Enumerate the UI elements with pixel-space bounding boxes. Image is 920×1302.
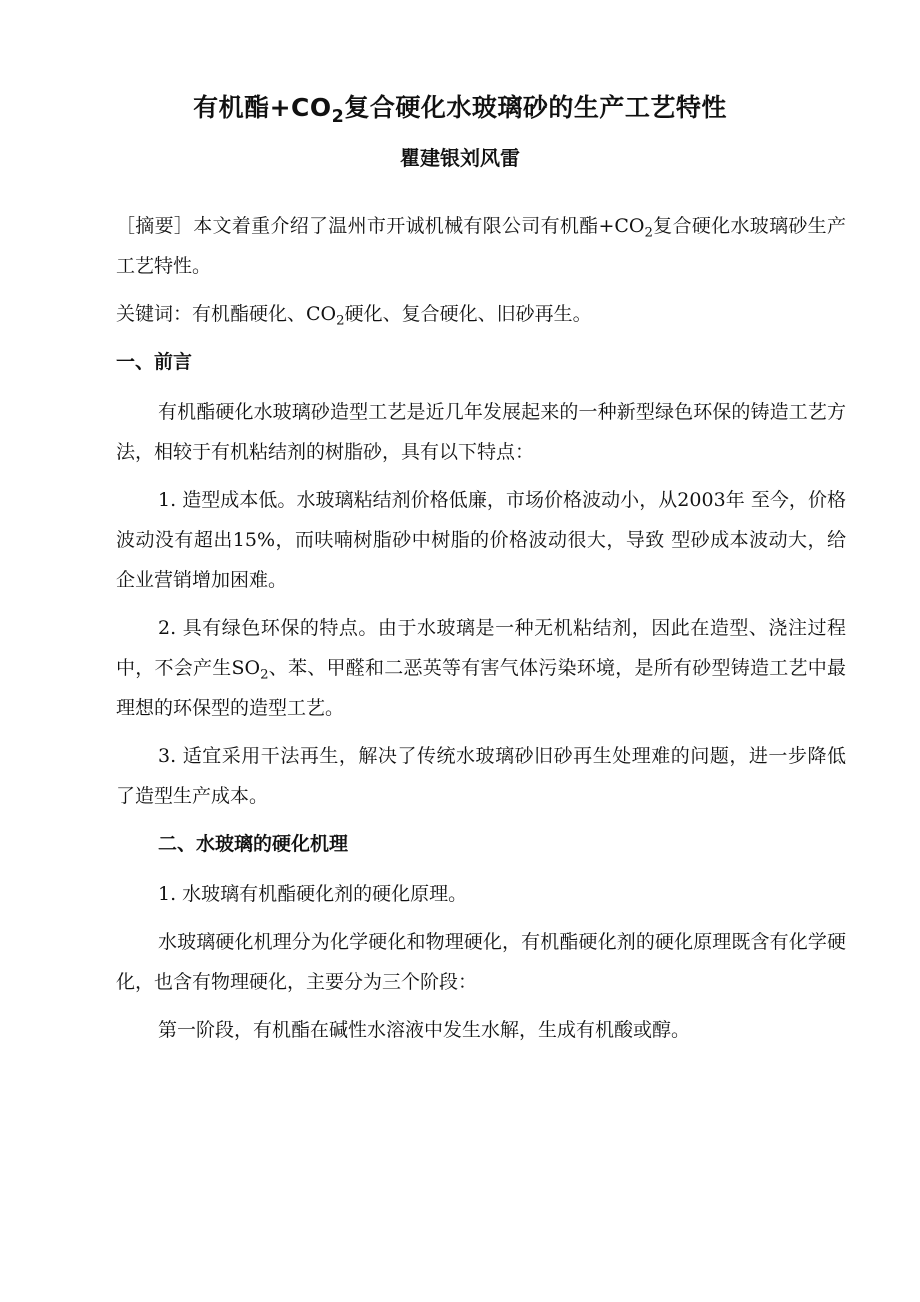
feature-point-2: 2. 具有绿色环保的特点。由于水玻璃是一种无机粘结剂，因此在造型、浇注过程中，不会产生$SO_2$、苯、甲醛和二恶英等有害气体污染环境，是所有砂型铸造工艺中最理想的环保型的造型工艺。 [116, 617, 846, 719]
subsection-heading-ester: 1. 水玻璃有机酯硬化剂的硬化原理。 [158, 883, 468, 905]
section-heading-intro: 一、前言 [116, 351, 193, 373]
section-heading-hardening: 二、水玻璃的硬化机理 [158, 833, 349, 855]
intro-paragraph: 有机酯硬化水玻璃砂造型工艺是近几年发展起来的一种新型绿色环保的铸造工艺方法，相较于有机粘结剂的树脂砂，具有以下特点： [116, 401, 846, 463]
document-body [116, 206, 846, 1058]
keywords-paragraph: 关键词：有机酯硬化、$CO_2$硬化、复合硬化、旧砂再生。 [116, 303, 592, 329]
author-line: 瞿建银刘风雷 [400, 146, 520, 170]
hardening-paragraph: 水玻璃硬化机理分为化学硬化和物理硬化，有机酯硬化剂的硬化原理既含有化学硬化，也含有物理硬化，主要分为三个阶段： [116, 931, 846, 993]
document-title: 有机酯$+CO_2$复合硬化水玻璃砂的生产工艺特性 [193, 93, 727, 128]
feature-point-3: 3. 适宜采用干法再生，解决了传统水玻璃砂旧砂再生处理难的问题，进一步降低了造型生产成本。 [116, 745, 846, 807]
feature-point-1: 1. 造型成本低。水玻璃粘结剂价格低廉，市场价格波动小，从2003年 至今，价格波动没有超出15%，而呋喃树脂砂中树脂的价格波动很大，导致 型砂成本波动大，给企业营销增加困难。 [116, 489, 846, 591]
abstract-paragraph: ［摘要］本文着重介绍了温州市开诚机械有限公司有机酯$+CO_2$复合硬化水玻璃砂生产工艺特性。 [116, 215, 846, 277]
stage-one-paragraph: 第一阶段，有机酯在碱性水溶液中发生水解，生成有机酸或醇。 [158, 1019, 691, 1041]
